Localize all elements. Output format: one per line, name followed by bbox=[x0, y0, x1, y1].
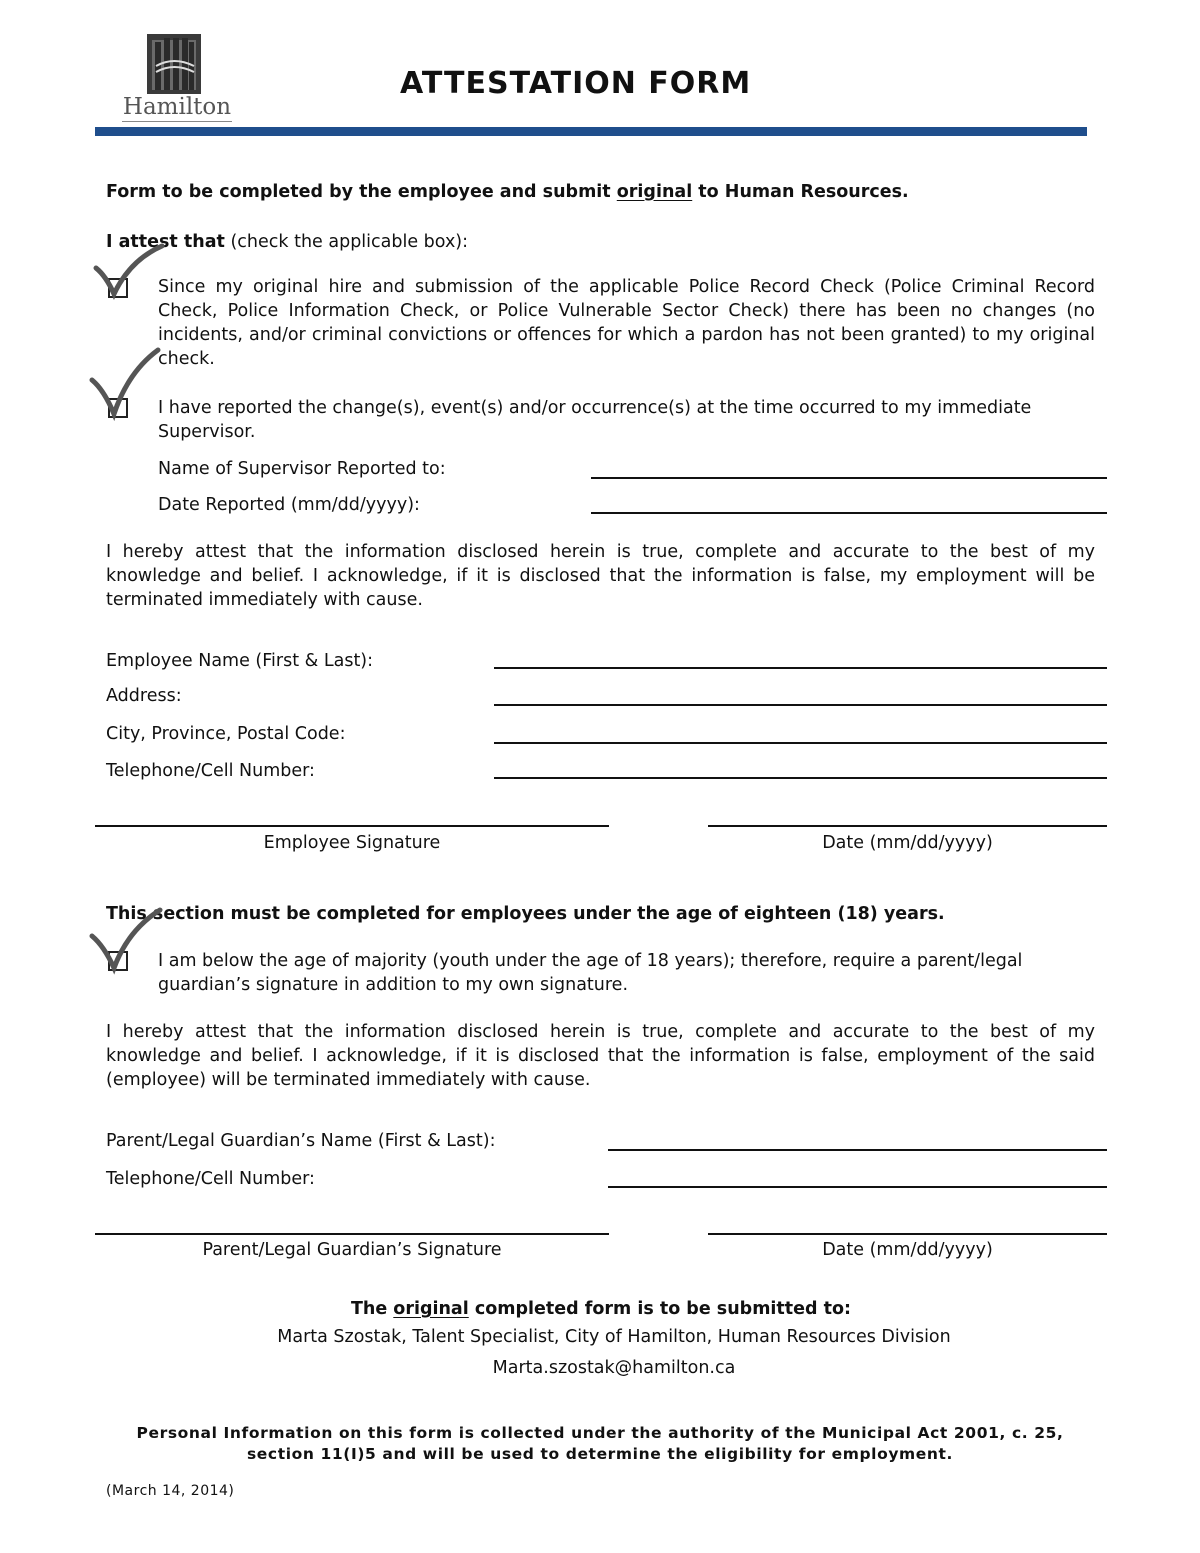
supervisor-name-input[interactable] bbox=[591, 477, 1107, 479]
attest-hint: (check the applicable box): bbox=[224, 232, 469, 252]
supervisor-name-label: Name of Supervisor Reported to: bbox=[158, 459, 446, 479]
youth-heading: This section must be completed for employees under the age of eighteen (18) years. bbox=[106, 904, 945, 924]
phone-label: Telephone/Cell Number: bbox=[106, 761, 315, 781]
date-reported-label: Date Reported (mm/dd/yyyy): bbox=[158, 495, 420, 515]
logo-wordmark: Hamilton bbox=[122, 94, 232, 120]
submit-email[interactable]: Marta.szostak@hamilton.ca bbox=[492, 1358, 736, 1378]
revision-date: (March 14, 2014) bbox=[106, 1483, 235, 1499]
option-1-text: Since my original hire and submission of the applicable Police Record Check (Police Criminal Record Check, Police Information Check, or Police Vulnerable Sector Check) there has been no changes (no incidents, and/or criminal convictions or offences for which a pardon has not been granted) to my original check. bbox=[158, 277, 1095, 369]
page-title: ATTESTATION FORM bbox=[400, 66, 752, 101]
guardian-date-label: Date (mm/dd/yyyy) bbox=[822, 1240, 993, 1260]
guardian-phone-input[interactable] bbox=[608, 1186, 1107, 1188]
employee-signature-label: Employee Signature bbox=[263, 833, 441, 853]
submit-contact: Marta Szostak, Talent Specialist, City of Hamilton, Human Resources Division bbox=[277, 1327, 951, 1347]
intro-part2: to Human Resources. bbox=[692, 182, 909, 202]
submit-part2: completed form is to be submitted to: bbox=[468, 1299, 852, 1319]
employee-date-label: Date (mm/dd/yyyy) bbox=[822, 833, 993, 853]
intro-original: original bbox=[616, 182, 693, 202]
guardian-signature-input[interactable] bbox=[95, 1233, 609, 1235]
logo-underline bbox=[122, 121, 232, 122]
address-input[interactable] bbox=[494, 704, 1107, 706]
phone-input[interactable] bbox=[494, 777, 1107, 779]
intro-instruction bbox=[106, 180, 909, 204]
intro-part1: Form to be completed by the employee and submit bbox=[106, 182, 617, 202]
hamilton-logo-icon bbox=[116, 32, 232, 102]
privacy-notice: Personal Information on this form is collected under the authority of the Municipal Act 2001, c. 25, section 11(I)5 and will be used to determine the eligibility for employment. bbox=[136, 1424, 1064, 1463]
checkmark-icon bbox=[88, 906, 168, 976]
checkmark-icon bbox=[88, 346, 168, 422]
employee-signature-input[interactable] bbox=[95, 825, 609, 827]
guardian-phone-label: Telephone/Cell Number: bbox=[106, 1169, 315, 1189]
hamilton-logo bbox=[116, 32, 232, 124]
employee-date-input[interactable] bbox=[708, 825, 1107, 827]
guardian-signature-label: Parent/Legal Guardian’s Signature bbox=[202, 1240, 502, 1260]
guardian-date-input[interactable] bbox=[708, 1233, 1107, 1235]
city-label: City, Province, Postal Code: bbox=[106, 724, 346, 744]
submit-heading bbox=[95, 1297, 1107, 1321]
guardian-name-input[interactable] bbox=[608, 1149, 1107, 1151]
guardian-name-label: Parent/Legal Guardian’s Name (First & Last): bbox=[106, 1131, 496, 1151]
employee-name-label: Employee Name (First & Last): bbox=[106, 651, 374, 671]
option-2-text: I have reported the change(s), event(s) and/or occurrence(s) at the time occurred to my immediate Supervisor. bbox=[158, 398, 1032, 442]
city-input[interactable] bbox=[494, 742, 1107, 744]
submit-part1: The bbox=[350, 1299, 394, 1319]
employee-name-input[interactable] bbox=[494, 667, 1107, 669]
header-rule bbox=[95, 127, 1087, 136]
submit-original: original bbox=[393, 1299, 469, 1319]
declaration-1: I hereby attest that the information disclosed herein is true, complete and accurate to the best of my knowledge and belief. I acknowledge, if it is disclosed that the information is false, my employment will be terminated immediately with cause. bbox=[106, 542, 1095, 610]
attest-label: I attest that bbox=[106, 232, 225, 252]
date-reported-input[interactable] bbox=[591, 512, 1107, 514]
youth-option-text: I am below the age of majority (youth under the age of 18 years); therefore, require a parent/legal guardian’s signature in addition to my own signature. bbox=[158, 951, 1023, 995]
address-label: Address: bbox=[106, 686, 182, 706]
declaration-2: I hereby attest that the information disclosed herein is true, complete and accurate to the best of my knowledge and belief. I acknowledge, if it is disclosed that the information is false, employment of the said (employee) will be terminated immediately with cause. bbox=[106, 1022, 1095, 1090]
